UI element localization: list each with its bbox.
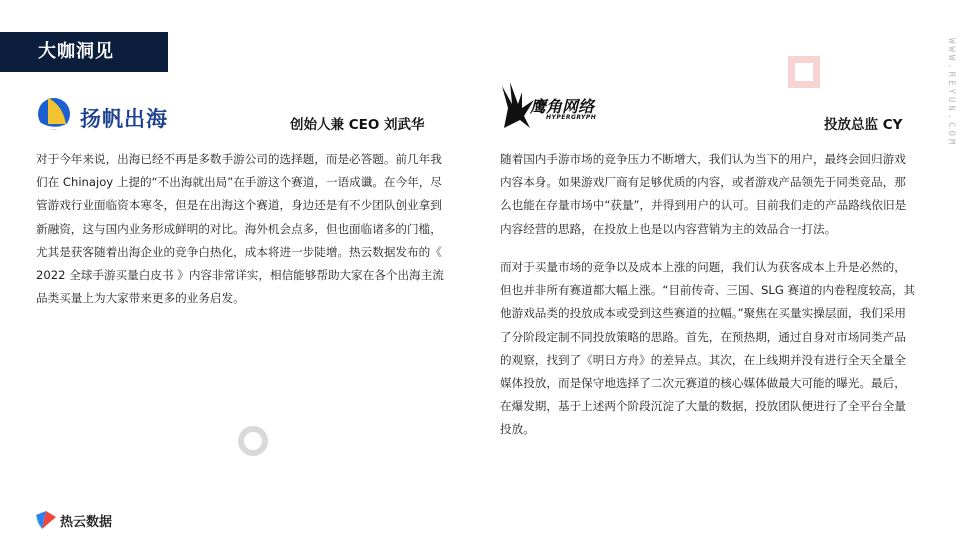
left-person-title: 创始人兼 CEO 刘武华 [290,117,425,133]
yangfan-logo [36,94,166,136]
hypergryph-logo [500,78,610,130]
left-quote-paragraph: 对于今年来说，出海已经不再是多数手游公司的选择题，而是必答题。前几年我们在 Chinajoy 上提的“不出海就出局”在手游这个赛道，一语成谶。在今年，尽管游戏行业面临资本寒冬，但是在出海这个赛道，身边还是有不少团队创业拿到新融资，这与国内业务形成鲜明的对比。海外机会点多，但也面临诸多的门槛，尤其是获客随着出海企业的竞争白热化，成本将进一步陡增。热云数据发布的《 2022 全球手游买量白皮书 》内容非常详实，相信能够帮助大家在各个出海主流品类买量上为大家带来更多的业务启发。 [36,152,444,306]
yangfan-logo-text: 扬帆出海 [80,107,168,131]
decorative-ring [238,426,268,456]
reyun-brand-icon [36,511,56,529]
right-quote-paragraph-1: 随着国内手游市场的竞争压力不断增大，我们认为当下的用户，最终会回归游戏内容本身。如果游戏厂商有足够优质的内容，或者游戏产品领先于同类竞品，那么也能在存量市场中“获量”，并得到用户的认可。目前我们走的产品路线依旧是内容经营的思路，在投放上也是以内容营销为主的效品合一打法。 [500,152,907,236]
decorative-square [788,56,820,88]
hypergryph-logo-subtext: HYPERGRYPH [546,114,597,121]
sail-icon [36,94,76,134]
right-person-title: 投放总监 CY [824,117,903,133]
footer-brand-text: 热云数据 [60,515,113,530]
hypergryph-logo-text: 鹰角网络 [530,97,595,116]
side-url: WWW.REYUN.COM [946,38,956,148]
section-title: 大咖洞见 [0,32,168,72]
right-quote-paragraph-2: 而对于买量市场的竞争以及成本上涨的问题，我们认为获客成本上升是必然的，但也并非所有赛道都大幅上涨。“目前传奇、三国、SLG 赛道的内卷程度较高，其他游戏品类的投放成本或受到这些赛道的拉幅。”聚焦在买量实操层面，我们采用了分阶段定制不同投放策略的思路。首先，在预热期，通过自身对市场同类产品的观察，找到了《明日方舟》的差异点。其次，在上线期并没有进行全天全量全媒体投放，而是保守地选择了二次元赛道的核心媒体做最大可能的曝光。最后，在爆发期，基于上述两个阶段沉淀了大量的数据，投放团队便进行了全平台全量投放。 [500,260,916,437]
